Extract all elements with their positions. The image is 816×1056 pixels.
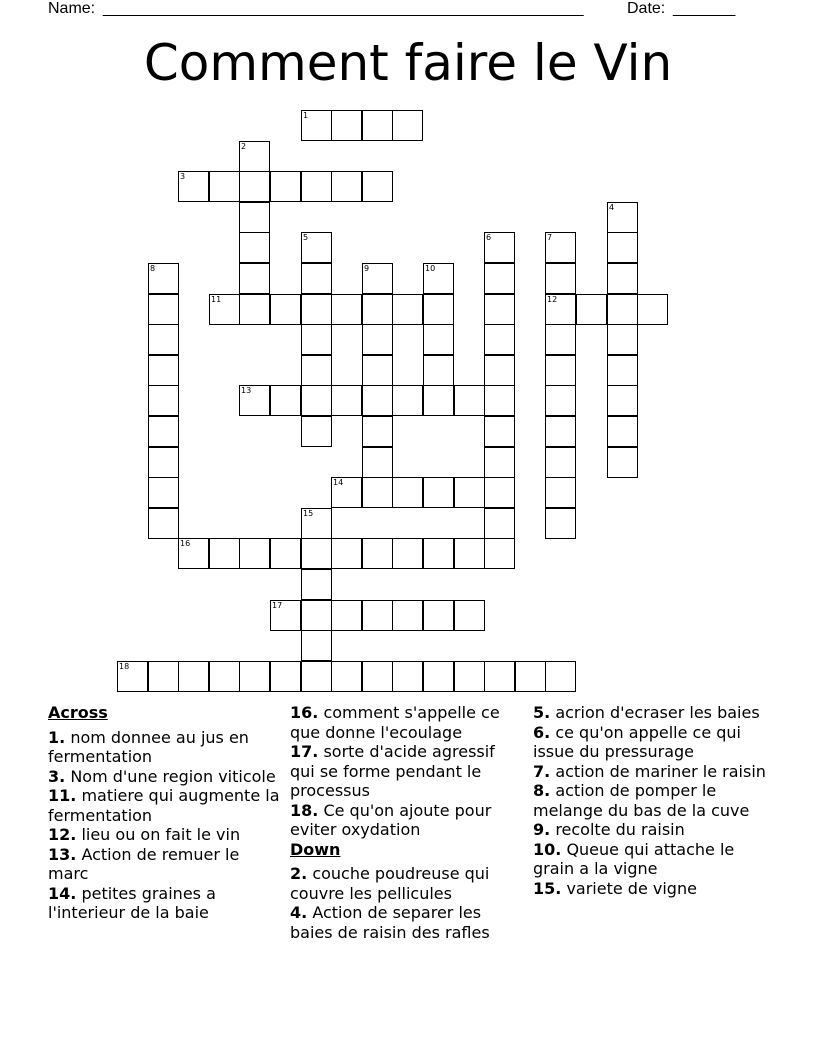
grid-cell[interactable] bbox=[239, 141, 270, 172]
grid-cell[interactable] bbox=[117, 661, 148, 692]
clue-number: 11. bbox=[48, 786, 77, 805]
clue-number: 10. bbox=[533, 839, 562, 859]
grid-cell[interactable] bbox=[301, 538, 332, 569]
grid-cell[interactable] bbox=[545, 294, 576, 325]
cell-number: 11 bbox=[211, 295, 222, 304]
grid-cell[interactable] bbox=[331, 294, 362, 325]
clue-number: 18. bbox=[290, 800, 319, 820]
grid-cell[interactable] bbox=[484, 263, 515, 294]
grid-cell[interactable] bbox=[545, 263, 576, 294]
grid-cell[interactable] bbox=[423, 385, 454, 416]
grid-cell[interactable] bbox=[331, 477, 362, 508]
grid-cell[interactable] bbox=[362, 661, 393, 692]
grid-cell[interactable] bbox=[331, 600, 362, 631]
clue-down-7 bbox=[533, 762, 769, 782]
clue-text: couche poudreuse qui couvre les pellicules bbox=[290, 864, 490, 903]
grid-cell[interactable] bbox=[209, 661, 240, 692]
clues-column-1 bbox=[48, 703, 284, 923]
grid-cell[interactable] bbox=[484, 477, 515, 508]
grid-cell[interactable] bbox=[545, 324, 576, 355]
grid-cell[interactable] bbox=[545, 508, 576, 539]
clue-across-17 bbox=[290, 742, 522, 801]
grid-cell[interactable] bbox=[362, 447, 393, 478]
grid-cell[interactable] bbox=[239, 171, 270, 202]
clue-text: Action de separer les baies de raisin des rafles bbox=[290, 903, 490, 942]
grid-cell[interactable] bbox=[484, 447, 515, 478]
grid-cell[interactable] bbox=[637, 294, 668, 325]
grid-cell[interactable] bbox=[423, 263, 454, 294]
cell-number: 9 bbox=[364, 264, 370, 273]
clue-number: 12. bbox=[48, 825, 77, 844]
grid-cell[interactable] bbox=[392, 538, 423, 569]
cell-number: 10 bbox=[425, 264, 436, 273]
grid-cell[interactable] bbox=[454, 385, 485, 416]
grid-cell[interactable] bbox=[362, 263, 393, 294]
clue-down-5 bbox=[533, 703, 769, 723]
grid-cell[interactable] bbox=[423, 477, 454, 508]
grid-cell[interactable] bbox=[270, 294, 301, 325]
grid-cell[interactable] bbox=[607, 385, 638, 416]
grid-cell[interactable] bbox=[392, 600, 423, 631]
clue-across-16 bbox=[290, 703, 522, 742]
grid-cell[interactable] bbox=[301, 294, 332, 325]
cell-number: 16 bbox=[180, 539, 191, 548]
grid-cell[interactable] bbox=[148, 385, 179, 416]
grid-cell[interactable] bbox=[362, 477, 393, 508]
grid-cell[interactable] bbox=[484, 661, 515, 692]
across-heading: Across bbox=[48, 703, 108, 722]
grid-cell[interactable] bbox=[209, 538, 240, 569]
grid-cell[interactable] bbox=[178, 661, 209, 692]
grid-cell[interactable] bbox=[423, 661, 454, 692]
page-title: Comment faire le Vin bbox=[143, 34, 673, 92]
clue-text: acrion d'ecraser les baies bbox=[555, 703, 760, 722]
grid-cell[interactable] bbox=[331, 661, 362, 692]
grid-cell[interactable] bbox=[301, 232, 332, 263]
grid-cell[interactable] bbox=[301, 416, 332, 447]
clue-text: Ce qu'on ajoute pour eviter oxydation bbox=[290, 800, 492, 839]
cell-number: 17 bbox=[272, 601, 283, 610]
clue-number: 13. bbox=[48, 844, 77, 864]
grid-cell[interactable] bbox=[454, 538, 485, 569]
grid-cell[interactable] bbox=[454, 661, 485, 692]
clue-number: 14. bbox=[48, 883, 77, 903]
grid-cell[interactable] bbox=[454, 600, 485, 631]
clue-text: variete de vigne bbox=[566, 878, 697, 898]
clue-across-11 bbox=[48, 786, 284, 825]
clue-number: 7. bbox=[533, 761, 551, 781]
grid-cell[interactable] bbox=[607, 416, 638, 447]
clue-down-15 bbox=[533, 879, 769, 899]
clue-text: Nom d'une region viticole bbox=[70, 766, 276, 786]
clue-across-12 bbox=[48, 825, 284, 845]
grid-cell[interactable] bbox=[576, 294, 607, 325]
clue-text: nom donnee au jus en fermentation bbox=[48, 727, 249, 766]
grid-cell[interactable] bbox=[545, 416, 576, 447]
grid-cell[interactable] bbox=[545, 232, 576, 263]
name-field[interactable]: ______________________________________________________ bbox=[103, 0, 584, 17]
cell-number: 4 bbox=[609, 203, 615, 212]
grid-cell[interactable] bbox=[545, 477, 576, 508]
cell-number: 18 bbox=[119, 662, 130, 671]
grid-cell[interactable] bbox=[301, 385, 332, 416]
clue-number: 17. bbox=[290, 742, 319, 761]
clue-number: 8. bbox=[533, 781, 551, 800]
grid-cell[interactable] bbox=[607, 294, 638, 325]
grid-cell[interactable] bbox=[178, 171, 209, 202]
grid-cell[interactable] bbox=[484, 416, 515, 447]
grid-cell[interactable] bbox=[545, 355, 576, 386]
grid-cell[interactable] bbox=[607, 447, 638, 478]
grid-cell[interactable] bbox=[362, 355, 393, 386]
clue-number: 16. bbox=[290, 703, 319, 722]
grid-cell[interactable] bbox=[239, 294, 270, 325]
grid-cell[interactable] bbox=[301, 661, 332, 692]
grid-cell[interactable] bbox=[454, 477, 485, 508]
cell-number: 13 bbox=[241, 386, 252, 395]
clue-across-13 bbox=[48, 845, 284, 884]
down-heading: Down bbox=[290, 839, 341, 859]
grid-cell[interactable] bbox=[148, 661, 179, 692]
grid-cell[interactable] bbox=[301, 324, 332, 355]
grid-cell[interactable] bbox=[148, 416, 179, 447]
grid-cell[interactable] bbox=[362, 110, 393, 141]
grid-cell[interactable] bbox=[301, 171, 332, 202]
clue-across-1 bbox=[48, 728, 284, 767]
clue-number: 15. bbox=[533, 878, 562, 898]
clue-text: petites graines a l'interieur de la baie bbox=[48, 883, 216, 922]
grid-cell[interactable] bbox=[515, 661, 546, 692]
grid-cell[interactable] bbox=[301, 355, 332, 386]
grid-cell[interactable] bbox=[392, 477, 423, 508]
cell-number: 8 bbox=[150, 264, 156, 273]
clue-text: lieu ou on fait le vin bbox=[81, 825, 241, 844]
grid-cell[interactable] bbox=[484, 294, 515, 325]
clue-text: action de pomper le melange du bas de la cuve bbox=[533, 781, 750, 820]
grid-cell[interactable] bbox=[239, 263, 270, 294]
grid-cell[interactable] bbox=[362, 538, 393, 569]
clue-number: 2. bbox=[290, 864, 308, 883]
grid-cell[interactable] bbox=[545, 447, 576, 478]
clue-text: action de mariner le raisin bbox=[555, 761, 766, 781]
clue-text: Action de remuer le marc bbox=[48, 844, 240, 883]
grid-cell[interactable] bbox=[423, 294, 454, 325]
grid-cell[interactable] bbox=[423, 600, 454, 631]
clue-text: matiere qui augmente la fermentation bbox=[48, 786, 280, 825]
grid-cell[interactable] bbox=[239, 232, 270, 263]
grid-cell[interactable] bbox=[148, 508, 179, 539]
clue-text: comment s'appelle ce que donne l'ecoulage bbox=[290, 703, 500, 742]
name-label: Name: bbox=[48, 0, 96, 17]
clue-number: 5. bbox=[533, 703, 551, 722]
grid-cell[interactable] bbox=[362, 600, 393, 631]
clues-column-3 bbox=[533, 703, 769, 898]
grid-cell[interactable] bbox=[545, 385, 576, 416]
grid-cell[interactable] bbox=[301, 630, 332, 661]
grid-cell[interactable] bbox=[331, 538, 362, 569]
clue-across-18 bbox=[290, 801, 522, 840]
clue-number: 1. bbox=[48, 727, 66, 747]
grid-cell[interactable] bbox=[270, 171, 301, 202]
grid-cell[interactable] bbox=[148, 355, 179, 386]
grid-cell[interactable] bbox=[239, 385, 270, 416]
grid-cell[interactable] bbox=[484, 232, 515, 263]
grid-cell[interactable] bbox=[178, 538, 209, 569]
grid-cell[interactable] bbox=[362, 171, 393, 202]
grid-cell[interactable] bbox=[148, 477, 179, 508]
clue-number: 3. bbox=[48, 766, 66, 786]
clue-number: 4. bbox=[290, 903, 308, 922]
grid-cell[interactable] bbox=[607, 355, 638, 386]
grid-cell[interactable] bbox=[301, 569, 332, 600]
grid-cell[interactable] bbox=[392, 110, 423, 141]
cell-number: 2 bbox=[241, 142, 247, 151]
grid-cell[interactable] bbox=[270, 385, 301, 416]
clue-number: 6. bbox=[533, 722, 551, 742]
clue-down-9 bbox=[533, 820, 769, 840]
grid-cell[interactable] bbox=[362, 324, 393, 355]
grid-cell[interactable] bbox=[484, 324, 515, 355]
grid-cell[interactable] bbox=[484, 508, 515, 539]
clue-number: 9. bbox=[533, 820, 551, 839]
grid-cell[interactable] bbox=[331, 110, 362, 141]
clue-down-2 bbox=[290, 864, 522, 903]
clue-down-4 bbox=[290, 903, 522, 942]
grid-cell[interactable] bbox=[607, 232, 638, 263]
clue-across-14 bbox=[48, 884, 284, 923]
cell-number: 6 bbox=[486, 233, 492, 242]
grid-cell[interactable] bbox=[301, 263, 332, 294]
cell-number: 3 bbox=[180, 172, 186, 181]
grid-cell[interactable] bbox=[331, 385, 362, 416]
grid-cell[interactable] bbox=[392, 661, 423, 692]
clue-across-3 bbox=[48, 767, 284, 787]
grid-cell[interactable] bbox=[607, 324, 638, 355]
grid-cell[interactable] bbox=[331, 171, 362, 202]
clue-text: ce qu'on appelle ce qui issue du pressurage bbox=[533, 722, 741, 761]
clue-down-6 bbox=[533, 723, 769, 762]
grid-cell[interactable] bbox=[484, 355, 515, 386]
clue-text: recolte du raisin bbox=[555, 820, 685, 839]
grid-cell[interactable] bbox=[301, 110, 332, 141]
clue-down-10 bbox=[533, 840, 769, 879]
grid-cell[interactable] bbox=[362, 294, 393, 325]
cell-number: 7 bbox=[547, 233, 553, 242]
clues-column-2 bbox=[290, 703, 522, 942]
grid-cell[interactable] bbox=[270, 661, 301, 692]
grid-cell[interactable] bbox=[392, 385, 423, 416]
grid-cell[interactable] bbox=[301, 508, 332, 539]
clue-text: Queue qui attache le grain a la vigne bbox=[533, 839, 735, 878]
grid-cell[interactable] bbox=[148, 294, 179, 325]
cell-number: 15 bbox=[303, 509, 314, 518]
grid-cell[interactable] bbox=[239, 661, 270, 692]
grid-cell[interactable] bbox=[545, 661, 576, 692]
grid-cell[interactable] bbox=[148, 447, 179, 478]
grid-cell[interactable] bbox=[270, 538, 301, 569]
grid-cell[interactable] bbox=[362, 416, 393, 447]
header bbox=[48, 0, 748, 22]
grid-cell[interactable] bbox=[607, 263, 638, 294]
cell-number: 1 bbox=[303, 111, 309, 120]
grid-cell[interactable] bbox=[239, 538, 270, 569]
cell-number: 14 bbox=[333, 478, 344, 487]
grid-cell[interactable] bbox=[484, 538, 515, 569]
grid-cell[interactable] bbox=[148, 324, 179, 355]
grid-cell[interactable] bbox=[239, 202, 270, 233]
grid-cell[interactable] bbox=[423, 324, 454, 355]
grid-cell[interactable] bbox=[423, 355, 454, 386]
grid-cell[interactable] bbox=[607, 202, 638, 233]
clue-text: sorte d'acide agressif qui se forme pendant le processus bbox=[290, 742, 495, 800]
cell-number: 5 bbox=[303, 233, 309, 242]
clue-down-8 bbox=[533, 781, 769, 820]
grid-cell[interactable] bbox=[423, 538, 454, 569]
grid-cell[interactable] bbox=[484, 385, 515, 416]
date-label: Date: bbox=[627, 0, 666, 17]
date-field[interactable]: _______ bbox=[673, 0, 736, 17]
grid-cell[interactable] bbox=[209, 171, 240, 202]
grid-cell[interactable] bbox=[270, 600, 301, 631]
grid-cell[interactable] bbox=[148, 263, 179, 294]
cell-number: 12 bbox=[547, 295, 558, 304]
grid-cell[interactable] bbox=[362, 385, 393, 416]
grid-cell[interactable] bbox=[301, 600, 332, 631]
grid-cell[interactable] bbox=[209, 294, 240, 325]
grid-cell[interactable] bbox=[392, 294, 423, 325]
